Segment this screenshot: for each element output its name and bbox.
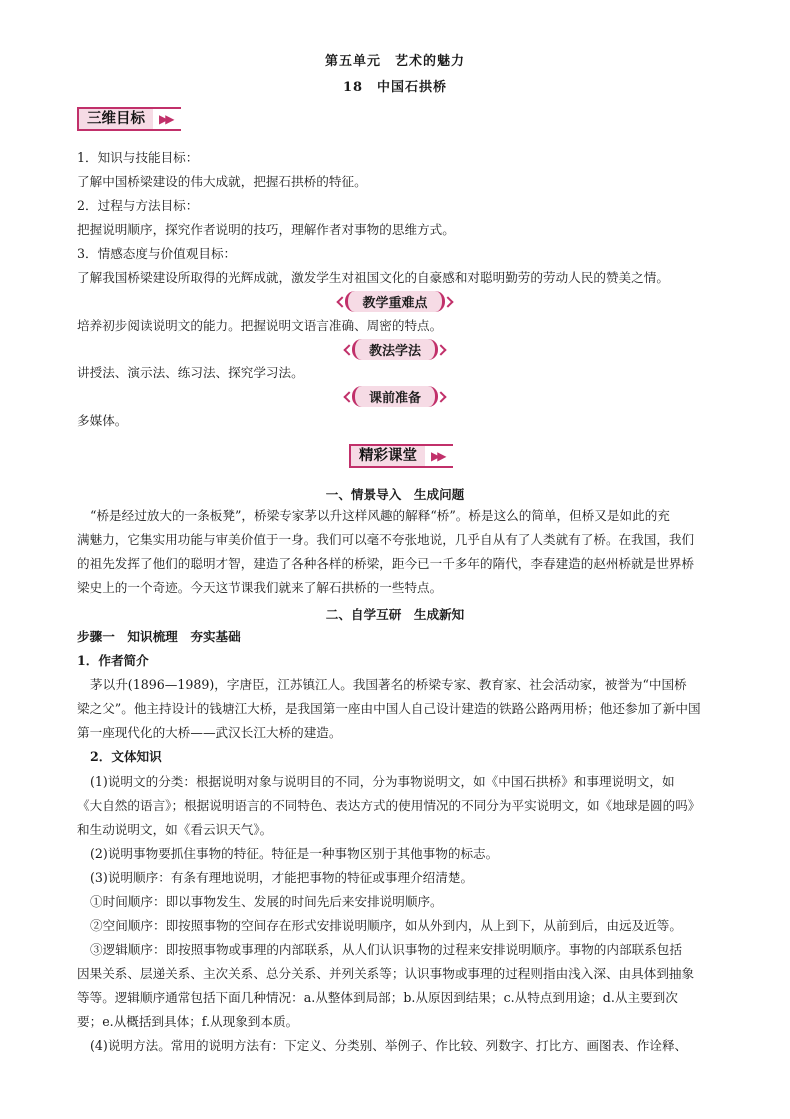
paragraph-line: (3)说明顺序：有条有理地说明，才能把事物的特征或事理介绍清楚。 xyxy=(90,870,474,885)
paragraph-line: 梁之父”。他主持设计的钱塘江大桥，是我国第一座由中国人自己设计建造的铁路公路两用桥；他还参加了新中国 xyxy=(77,701,701,716)
subheading-prep xyxy=(0,386,790,407)
subheading-label: 课前准备 xyxy=(352,386,438,407)
section-header-label: 三维目标 xyxy=(77,107,153,131)
paragraph-line: 梁史上的一个奇迹。今天这节课我们就来了解石拱桥的一些特点。 xyxy=(77,580,443,595)
goal-line: 3．情感态度与价值观目标： xyxy=(77,246,237,261)
style-heading: 2．文体知识 xyxy=(90,749,162,764)
goal-line: 2．过程与方法目标： xyxy=(77,198,199,213)
paragraph-line: 要；e.从概括到具体；f.从现象到本质。 xyxy=(77,1014,299,1029)
goal-line: 了解我国桥梁建设所取得的光辉成就，激发学生对祖国文化的自豪感和对聪明勤劳的劳动人民的赞美之情。 xyxy=(77,270,669,285)
paragraph-line: 因果关系、层递关系、主次关系、总分关系、并列关系等；认识事物或事理的过程则指由浅入深、由具体到抽象 xyxy=(77,966,695,981)
paragraph-line: ②空间顺序：即按照事物的空间存在形式安排说明顺序，如从外到内，从上到下，从前到后，由远及近等。 xyxy=(90,918,682,933)
paragraph-line: 等等。逻辑顺序通常包括下面几种情况：a.从整体到局部；b.从原因到结果；c.从特点到用途；d.从主要到次 xyxy=(77,990,678,1005)
double-arrow-icon: ▶▶ xyxy=(153,107,181,131)
paragraph-line: 第一座现代化的大桥——武汉长江大桥的建造。 xyxy=(77,725,342,740)
paragraph-line: “桥是经过放大的一条板凳”，桥梁专家茅以升这样风趣的解释“桥”。桥是这么的简单，但桥又是如此的充 xyxy=(90,508,670,523)
paragraph-line: ③逻辑顺序：即按照事物或事理的内部联系，从人们认识事物的过程来安排说明顺序。事物的内部联系包括 xyxy=(90,942,682,957)
goal-line: 了解中国桥梁建设的伟大成就，把握石拱桥的特征。 xyxy=(77,174,367,189)
section-header-label: 精彩课堂 xyxy=(349,444,425,468)
double-arrow-icon: ▶▶ xyxy=(425,444,453,468)
paragraph-line: 《大自然的语言》；根据说明语言的不同特色、表达方式的使用情况的不同分为平实说明文，如《地球是圆的吗》 xyxy=(77,798,701,813)
paragraph-line: 茅以升(1896—1989)，字唐臣，江苏镇江人。我国著名的桥梁专家、教育家、社会活动家，被誉为“中国桥 xyxy=(90,677,687,692)
paragraph-line: (4)说明方法。常用的说明方法有：下定义、分类别、举例子、作比较、列数字、打比方、画图表、作诠释、 xyxy=(90,1038,688,1053)
prep-text: 多媒体。 xyxy=(77,413,128,428)
paragraph-line: (1)说明文的分类：根据说明对象与说明目的不同，分为事物说明文，如《中国石拱桥》和事理说明文，如 xyxy=(90,774,675,789)
paragraph-line: 满魅力，它集实用功能与审美价值于一身。我们可以毫不夸张地说，几乎自从有了人类就有了桥。在我国，我们 xyxy=(77,532,695,547)
paragraph-line: ①时间顺序：即以事物发生、发展的时间先后来安排说明顺序。 xyxy=(90,894,443,909)
paragraph-line: 的祖先发挥了他们的聪明才智，建造了各种各样的桥梁，距今已一千多年的隋代，李春建造的赵州桥就是世界桥 xyxy=(77,556,695,571)
part1-title: 一、情景导入 生成问题 xyxy=(325,487,465,502)
subheading-label: 教法学法 xyxy=(352,339,438,360)
subheading-methods xyxy=(0,339,790,360)
author-heading: 1．作者简介 xyxy=(77,653,149,668)
subheading-key-points xyxy=(0,291,790,312)
subheading-label: 教学重难点 xyxy=(345,291,444,312)
section-header-class xyxy=(349,444,453,468)
goal-line: 把握说明顺序，探究作者说明的技巧，理解作者对事物的思维方式。 xyxy=(77,222,455,237)
paragraph-line: (2)说明事物要抓住事物的特征。特征是一种事物区别于其他事物的标志。 xyxy=(90,846,499,861)
lesson-title: 18 中国石拱桥 xyxy=(342,80,448,95)
paragraph-line: 和生动说明文，如《看云识天气》。 xyxy=(77,822,273,837)
step-heading: 步骤一 知识梳理 夯实基础 xyxy=(77,629,241,644)
methods-text: 讲授法、演示法、练习法、探究学习法。 xyxy=(77,365,304,380)
goal-line: 1．知识与技能目标： xyxy=(77,150,199,165)
key-points-text: 培养初步阅读说明文的能力。把握说明文语言准确、周密的特点。 xyxy=(77,318,443,333)
part2-title: 二、自学互研 生成新知 xyxy=(325,607,465,622)
unit-title: 第五单元 艺术的魅力 xyxy=(324,54,465,69)
section-header-goals xyxy=(77,107,181,131)
